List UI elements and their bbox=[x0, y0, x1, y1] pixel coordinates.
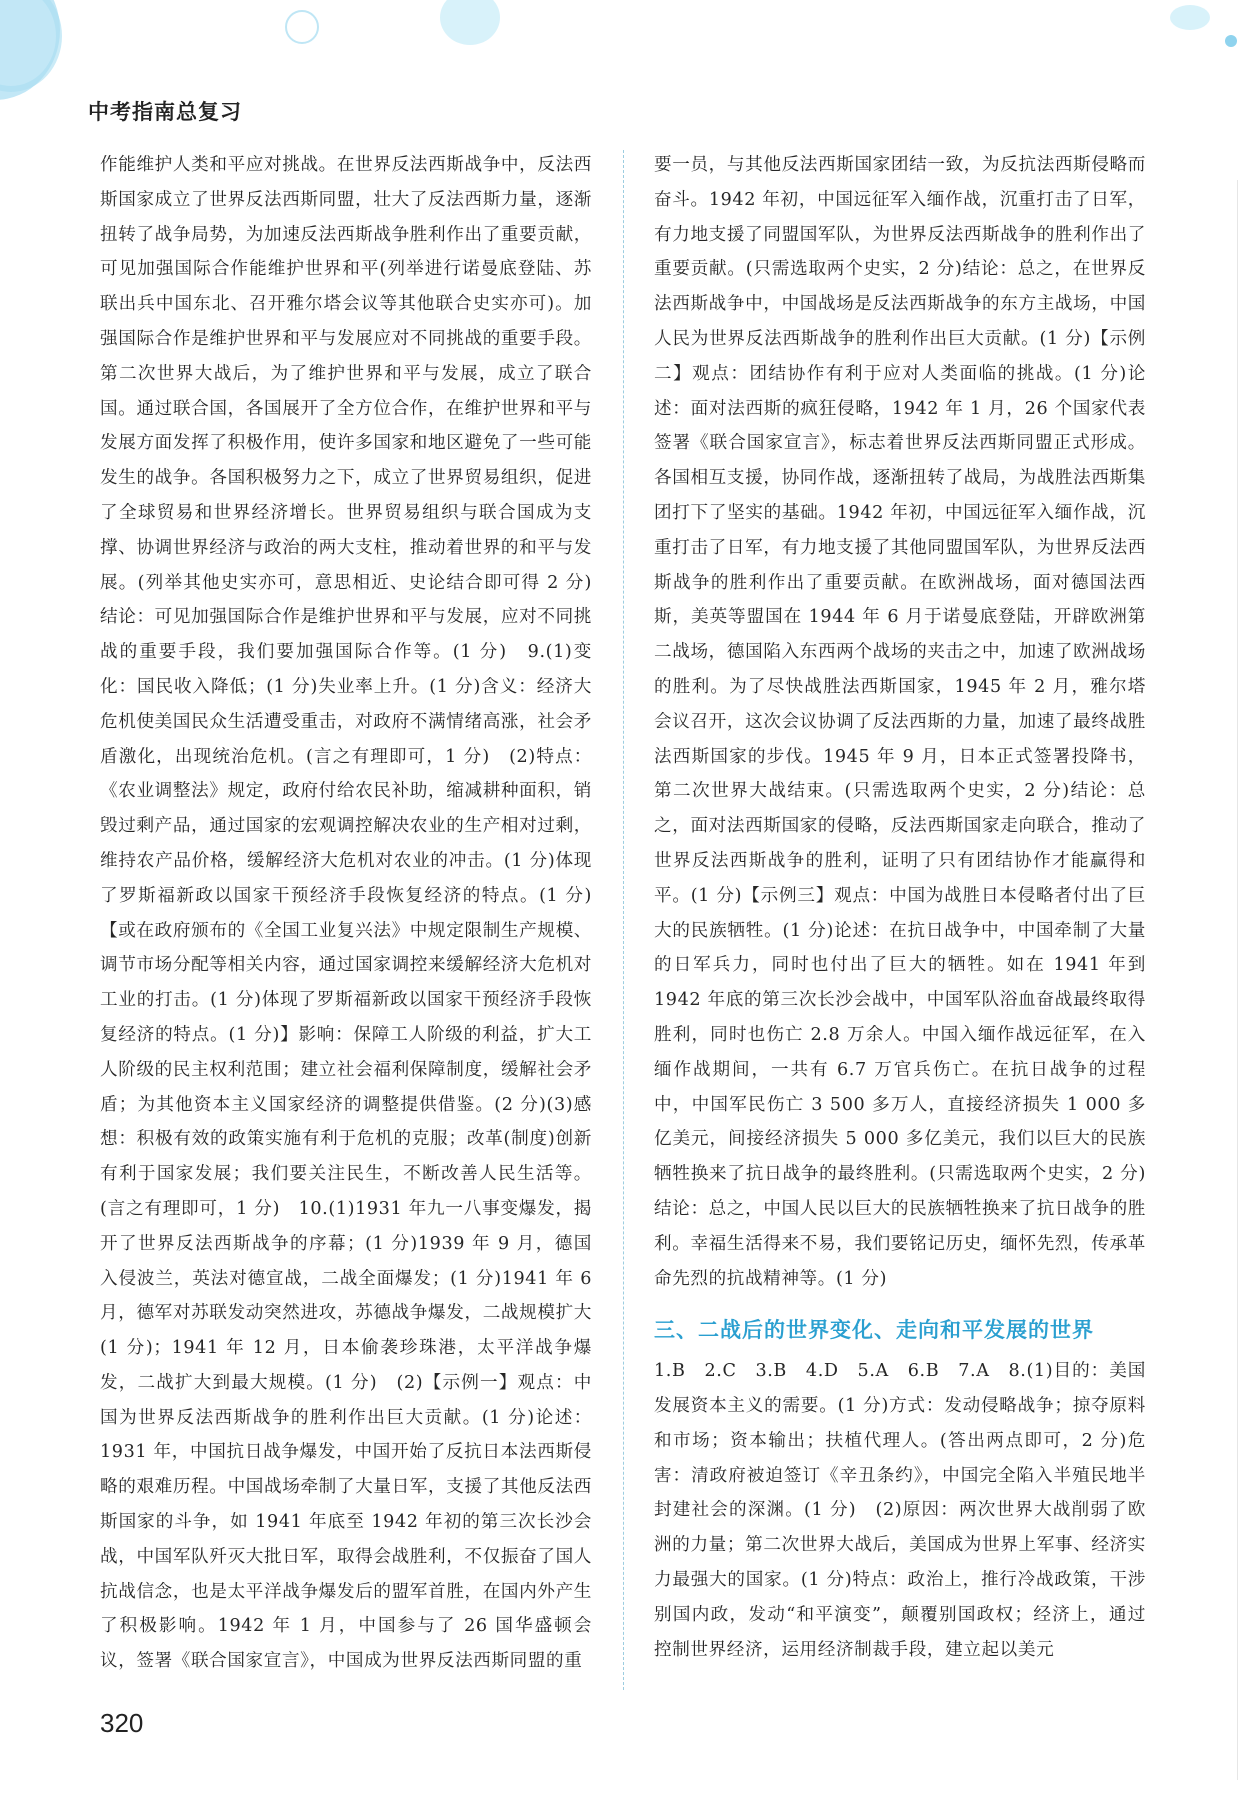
section-heading: 三、二战后的世界变化、走向和平发展的世界 bbox=[654, 1318, 1094, 1343]
left-column bbox=[100, 148, 592, 1679]
right-column bbox=[654, 148, 1146, 1667]
column-divider bbox=[623, 150, 624, 1690]
decorative-bubble bbox=[1225, 35, 1237, 47]
decorative-bubble bbox=[1170, 5, 1210, 30]
decorative-bubble bbox=[440, 0, 500, 45]
decorative-bubble bbox=[0, 0, 62, 92]
page-number: 320 bbox=[100, 1708, 144, 1738]
page-edge bbox=[1237, 180, 1238, 1780]
book-title: 中考指南总复习 bbox=[88, 100, 242, 124]
answers-text: 1.B 2.C 3.B 4.D 5.A 6.B 7.A 8.(1)目的：美国发展资本主义的需要。(1 分)方式：发动侵略战争；掠夺原料和市场；资本输出；扶植代理人。(答出两点即可，2 分)危害：清政府被迫签订《辛丑条约》，中国完全陷入半殖民地半封建社会的深渊。(1 分) (2)原因：两次世界大战削弱了欧洲的力量；第二次世界大战后，美国成为世界上军事、经济实力最强大的国家。(1 分)特点：政治上，推行冷战政策，干涉别国内政，发动“和平演变”，颠覆别国政权；经济上，通过控制世界经济，运用经济制裁手段，建立起以美元 bbox=[654, 1361, 1146, 1660]
left-column-text: 作能维护人类和平应对挑战。在世界反法西斯战争中，反法西斯国家成立了世界反法西斯同盟，壮大了反法西斯力量，逐渐扭转了战争局势，为加速反法西斯战争胜利作出了重要贡献，可见加强国际合作能维护世界和平(列举进行诺曼底登陆、苏联出兵中国东北、召开雅尔塔会议等其他联合史实亦可)。加强国际合作是维护世界和平与发展应对不同挑战的重要手段。第二次世界大战后，为了维护世界和平与发展，成立了联合国。通过联合国，各国展开了全方位合作，在维护世界和平与发展方面发挥了积极作用，使许多国家和地区避免了一些可能发生的战争。各国积极努力之下，成立了世界贸易组织，促进了全球贸易和世界经济增长。世界贸易组织与联合国成为支撑、协调世界经济与政治的两大支柱，推动着世界的和平与发展。(列举其他史实亦可，意思相近、史论结合即可得 2 分)结论：可见加强国际合作是维护世界和平与发展，应对不同挑战的重要手段，我们要加强国际合作等。(1 分) 9.(1)变化：国民收入降低；(1 分)失业率上升。(1 分)含义：经济大危机使美国民众生活遭受重击，对政府不满情绪高涨，社会矛盾激化，出现统治危机。(言之有理即可，1 分) (2)特点：《农业调整法》规定，政府付给农民补助，缩减耕种面积，销毁过剩产品，通过国家的宏观调控解决农业的生产相对过剩，维持农产品价格，缓解经济大危机对农业的冲击。(1 分)体现了罗斯福新政以国家干预经济手段恢复经济的特点。(1 分)【或在政府颁布的《全国工业复兴法》中规定限制生产规模、调节市场分配等相关内容，通过国家调控来缓解经济大危机对工业的打击。(1 分)体现了罗斯福新政以国家干预经济手段恢复经济的特点。(1 分)】影响：保障工人阶级的利益，扩大工人阶级的民主权利范围；建立社会福利保障制度，缓解社会矛盾；为其他资本主义国家经济的调整提供借鉴。(2 分)(3)感想：积极有效的政策实施有利于危机的克服；改革(制度)创新有利于国家发展；我们要关注民生，不断改善人民生活等。(言之有理即可，1 分) 10.(1)1931 年九一八事变爆发，揭开了世界反法西斯战争的序幕；(1 分)1939 年 9 月，德国入侵波兰，英法对德宣战，二战全面爆发；(1 分)1941 年 6 月，德军对苏联发动突然进攻，苏德战争爆发，二战规模扩大(1 分)；1941 年 12 月，日本偷袭珍珠港，太平洋战争爆发，二战扩大到最大规模。(1 分) (2)【示例一】观点：中国为世界反法西斯战争的胜利作出巨大贡献。(1 分)论述：1931 年，中国抗日战争爆发，中国开始了反抗日本法西斯侵略的艰难历程。中国战场牵制了大量日军，支援了其他反法西斯国家的斗争，如 1941 年底至 1942 年初的第三次长沙会战，中国军队歼灭大批日军，取得会战胜利，不仅振奋了国人抗战信念，也是太平洋战争爆发后的盟军首胜，在国内外产生了积极影响。1942 年 1 月，中国参与了 26 国华盛顿会议，签署《联合国家宣言》，中国成为世界反法西斯同盟的重 bbox=[100, 155, 592, 1672]
decorative-bubble bbox=[285, 10, 319, 44]
right-column-text: 要一员，与其他反法西斯国家团结一致，为反抗法西斯侵略而奋斗。1942 年初，中国远征军入缅作战，沉重打击了日军，有力地支援了同盟国军队，为世界反法西斯战争的胜利作出了重要贡献。(只需选取两个史实，2 分)结论：总之，在世界反法西斯战争中，中国战场是反法西斯战争的东方主战场，中国人民为世界反法西斯战争的胜利作出巨大贡献。(1 分)【示例二】观点：团结协作有利于应对人类面临的挑战。(1 分)论述：面对法西斯的疯狂侵略，1942 年 1 月，26 个国家代表签署《联合国家宣言》，标志着世界反法西斯同盟正式形成。各国相互支援，协同作战，逐渐扭转了战局，为战胜法西斯集团打下了坚实的基础。1942 年初，中国远征军入缅作战，沉重打击了日军，有力地支援了其他同盟国军队，为世界反法西斯战争的胜利作出了重要贡献。在欧洲战场，面对德国法西斯，美英等盟国在 1944 年 6 月于诺曼底登陆，开辟欧洲第二战场，德国陷入东西两个战场的夹击之中，加速了欧洲战场的胜利。为了尽快战胜法西斯国家，1945 年 2 月，雅尔塔会议召开，这次会议协调了反法西斯的力量，加速了最终战胜法西斯国家的步伐。1945 年 9 月，日本正式签署投降书，第二次世界大战结束。(只需选取两个史实，2 分)结论：总之，面对法西斯国家的侵略，反法西斯国家走向联合，推动了世界反法西斯战争的胜利，证明了只有团结协作才能赢得和平。(1 分)【示例三】观点：中国为战胜日本侵略者付出了巨大的民族牺牲。(1 分)论述：在抗日战争中，中国牵制了大量的日军兵力，同时也付出了巨大的牺牲。如在 1941 年到 1942 年底的第三次长沙会战中，中国军队浴血奋战最终取得胜利，同时也伤亡 2.8 万余人。中国入缅作战远征军，在入缅作战期间，一共有 6.7 万官兵伤亡。在抗日战争的过程中，中国军民伤亡 3 500 多万人，直接经济损失 1 000 多亿美元，间接经济损失 5 000 多亿美元，我们以巨大的民族牺牲换来了抗日战争的最终胜利。(只需选取两个史实，2 分)结论：总之，中国人民以巨大的民族牺牲换来了抗日战争的胜利。幸福生活得来不易，我们要铭记历史，缅怀先烈，传承革命先烈的抗战精神等。(1 分) bbox=[654, 155, 1146, 1289]
